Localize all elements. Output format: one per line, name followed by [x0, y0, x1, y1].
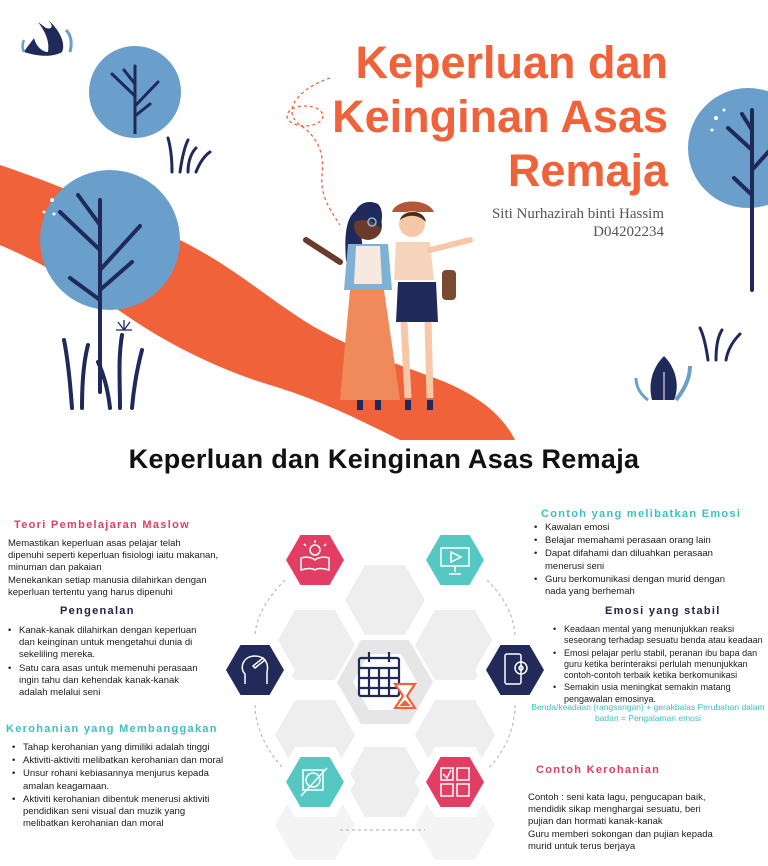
list-item: • Aktiviti kerohanian dibentuk menerusi aktiviti pendidikan seni visual dan muzik yang melibatkan kerohanian dan moral: [10, 794, 225, 831]
tree-icon: [688, 88, 768, 290]
teori-heading: Teori Pembelajaran Maslow: [14, 519, 190, 531]
plant-icon: [636, 356, 690, 400]
list-item: • Guru berkomunikasi dengan murid dengan nada yang berhemah: [532, 574, 732, 598]
hexagon-diagram: [215, 520, 555, 866]
contoh-kerohanian-heading: Contoh Kerohanian: [536, 764, 661, 776]
emosi-stabil-heading: Emosi yang stabil: [605, 605, 721, 617]
contoh-kerohanian-line: Guru memberi sokongan dan pujian kepada: [528, 828, 713, 840]
list-item: • Keadaan mental yang menunjukkan reaksi seseorang terhadap sesuatu benda atau keadaan: [551, 624, 763, 647]
kerohanian-text: [10, 742, 225, 831]
emosi-formula: Benda/keadaan (rangsangan) + gerakbalas Perubahan dalam badan = Pengalaman emosi: [531, 702, 765, 723]
list-item: • Belajar memahami perasaan orang lain: [532, 535, 732, 547]
contoh-kerohanian-line: pujian dan hormati kanak-kanak: [528, 816, 663, 828]
list-item: • Kanak-kanak dilahirkan dengan keperluan dan keinginan untuk mengetahui dunia di sekeliling mereka.: [6, 625, 206, 662]
teori-line: minuman dan pakaian: [8, 562, 102, 574]
list-item: • Dapat difahami dan diluahkan perasaan menerusi seni: [532, 548, 732, 572]
list-item: • Unsur rohani kebiasannya menjurus kepada amalan keagamaan.: [10, 768, 225, 792]
list-item: • Aktiviti-aktiviti melibatkan kerohanian dan moral: [10, 755, 225, 767]
list-item: • Semakin usia meningkat semakin matang pengawalan emosinya.: [551, 682, 763, 705]
contoh-emosi-text: [532, 522, 732, 599]
contoh-kerohanian-line: murid untuk terus berjaya: [528, 840, 636, 852]
teori-line: Menekankan setiap manusia dilahirkan dengan: [8, 574, 207, 586]
presentation-screen-icon: [415, 525, 495, 595]
infographic-title: Keperluan dan Keinginan Asas Remaja: [128, 444, 640, 474]
contoh-emosi-heading: Contoh yang melibatkan Emosi: [541, 508, 742, 520]
contoh-kerohanian-line: mendidik sikap menghargai sesuatu, beri: [528, 804, 701, 816]
teori-text: [8, 538, 248, 599]
list-item: • Kawalan emosi: [532, 522, 732, 534]
idea-book-icon: [275, 525, 355, 595]
plant-icon: [64, 335, 142, 408]
hero-title-line-1: Keperluan dan: [355, 37, 668, 88]
author-name: Siti Nurhazirah binti Hassim: [491, 206, 664, 222]
contoh-kerohanian-line: Contoh : seni kata lagu, pengucapan baik,: [528, 792, 706, 803]
list-item: • Tahap kerohanian yang dimiliki adalah tinggi: [10, 742, 225, 754]
list-item: • Emosi pelajar perlu stabil, peranan ibu bapa dan guru ketika berinteraksi perlulah menunjukkan contoh-contoh terbaik ketika berkomunikasi: [551, 648, 763, 682]
grass-icon: [700, 328, 740, 360]
bird-icon: [23, 20, 72, 56]
author-id: D04202234: [593, 224, 664, 240]
teori-line: Memastikan keperluan asas pelajar telah: [8, 538, 181, 549]
list-item: • Satu cara asas untuk memenuhi perasaan ingin tahu dan kehendak kanak-kanak adalah melalui seni: [6, 663, 206, 700]
tree-icon: [89, 46, 181, 138]
hero-title-line-3: Remaja: [507, 145, 668, 196]
contoh-kerohanian-text: [528, 792, 758, 853]
pengenalan-text: [6, 625, 206, 700]
kerohanian-heading: Kerohanian yang Membanggakan: [6, 723, 218, 735]
teori-line: keperluan tertentu yang harus dipenuhi: [8, 586, 173, 598]
grass-icon: [168, 138, 210, 172]
teori-line: dipenuhi seperti keperluan fisiologi iaitu makanan,: [8, 550, 219, 562]
hero-title-line-2: Keinginan Asas: [332, 91, 668, 142]
tree-icon: [40, 170, 180, 392]
pengenalan-heading: Pengenalan: [60, 605, 135, 617]
emosi-stabil-text: [551, 624, 763, 706]
